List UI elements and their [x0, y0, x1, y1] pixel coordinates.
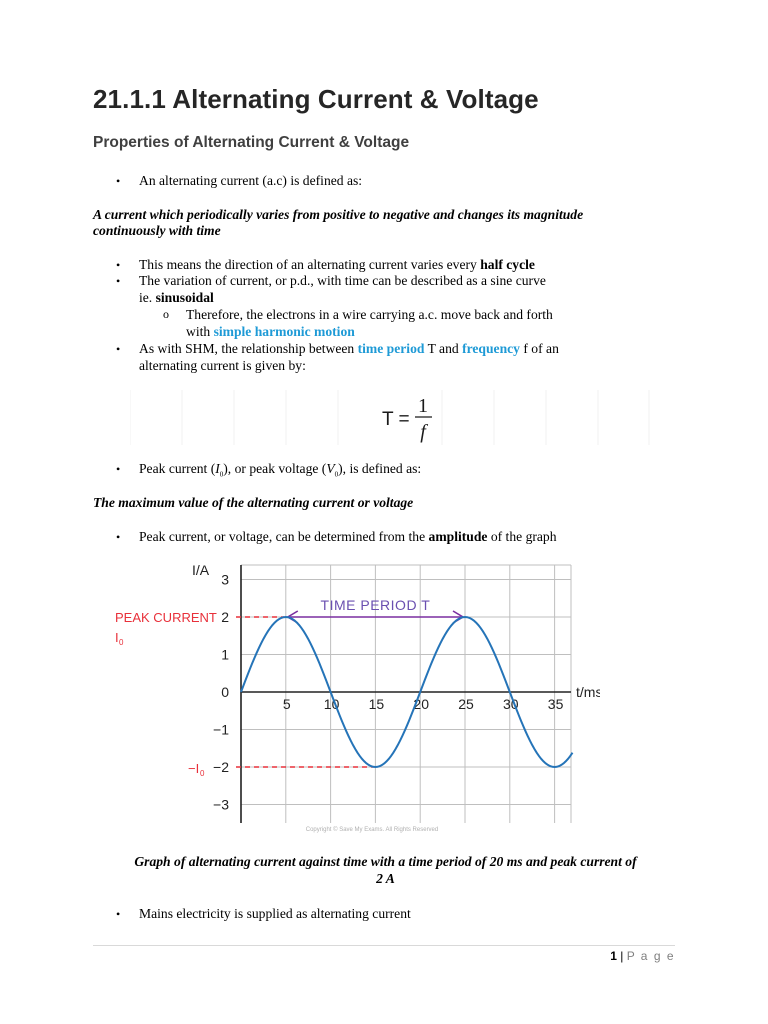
peak-current-label: PEAK CURRENT [115, 610, 217, 625]
text-span: f of an [519, 341, 559, 356]
sub-bullet-marker: o [163, 307, 169, 321]
bullet-marker: • [116, 530, 121, 544]
y-tick-label: 2 [221, 609, 229, 625]
subscript: 0 [334, 470, 339, 479]
x-axis-label: t/ms [576, 684, 600, 700]
text-span: Peak current, or voltage, can be determined from the [139, 529, 429, 544]
y-tick-label: 0 [221, 684, 229, 700]
y-tick-label: −3 [213, 796, 229, 813]
subscript: 0 [219, 470, 224, 479]
copyright-notice: Copyright © Save My Exams. All Rights Reserved [305, 827, 439, 833]
time-period-label: TIME PERIOD T [320, 597, 431, 613]
definition-text: continuously with time [93, 223, 221, 238]
bold-term: sinusoidal [155, 290, 214, 305]
bullet-text: An alternating current (a.c) is defined as: [139, 173, 363, 188]
definition-text: The maximum value of the alternating current or voltage [93, 495, 414, 510]
definition-text: A current which periodically varies from positive to negative and changes its magnitude [93, 207, 584, 222]
negative-peak-symbol: −I [188, 761, 200, 776]
negative-peak-subscript: 0 [200, 769, 205, 778]
text-span: This means the direction of an alternating current varies every [139, 257, 481, 272]
figure-caption: Graph of alternating current against time with a time period of 20 ms and peak current of [134, 854, 637, 869]
bullet-marker: • [116, 258, 121, 272]
figure-caption: 2 A [376, 871, 395, 886]
text-span: Peak current ( [139, 461, 216, 476]
text-span: ), is defined as: [338, 461, 422, 476]
bullet-marker: • [116, 907, 121, 921]
page-number: 1 [610, 949, 617, 963]
formula-lhs: T = [382, 409, 410, 430]
current-time-graph [100, 555, 600, 840]
bullet-marker: • [116, 274, 121, 288]
bullet-text: alternating current is given by: [139, 358, 306, 373]
footer-separator: | [616, 949, 627, 963]
bullet-text [139, 528, 557, 545]
footer-divider [93, 945, 675, 946]
peak-current-subscript: 0 [119, 638, 124, 647]
sub-bullet-text: Therefore, the electrons in a wire carrying a.c. move back and forth [186, 307, 553, 322]
bullet-text [139, 289, 214, 306]
y-tick-label: −1 [213, 721, 229, 738]
chart-svg [100, 555, 600, 840]
bullet-text: The variation of current, or p.d., with time can be described as a sine curve [139, 273, 546, 288]
formula-denominator: f [420, 421, 426, 443]
x-tick-label: 10 [323, 696, 340, 712]
x-tick-label: 5 [282, 696, 291, 712]
text-span: As with SHM, the relationship between [139, 341, 358, 356]
page-label: P a g e [626, 949, 675, 963]
y-tick-label: 1 [221, 646, 229, 663]
y-axis-label: I/A [192, 562, 210, 578]
bullet-marker: • [116, 342, 121, 356]
bullet-marker: • [116, 462, 121, 476]
bullet-text: Mains electricity is supplied as alternating current [139, 906, 411, 921]
text-span: ie. [139, 290, 156, 305]
x-tick-label: 25 [458, 696, 474, 712]
highlight-term: time period [357, 341, 425, 356]
text-span: of the graph [487, 529, 557, 544]
highlight-term: simple harmonic motion [213, 324, 355, 339]
bullet-text [139, 256, 535, 273]
highlight-term: frequency [462, 341, 520, 356]
y-tick-label: −2 [213, 759, 229, 775]
symbol: V [326, 461, 335, 476]
text-span: ), or peak voltage ( [223, 461, 327, 476]
y-tick-label: 3 [221, 571, 229, 588]
sub-bullet-text [186, 323, 355, 340]
bold-term: half cycle [480, 257, 535, 272]
x-tick-label: 15 [368, 696, 385, 712]
x-tick-label: 30 [503, 696, 519, 712]
page-footer [610, 949, 675, 963]
symbol: I [215, 461, 220, 476]
section-heading: Properties of Alternating Current & Voltage [93, 134, 410, 151]
bold-term: amplitude [428, 529, 488, 544]
x-tick-label: 35 [547, 696, 564, 712]
page-title: 21.1.1 Alternating Current & Voltage [93, 84, 539, 114]
bullet-text [139, 460, 421, 484]
x-tick-label: 20 [413, 696, 429, 712]
text-span: with [186, 324, 214, 339]
formula-numerator: 1 [418, 395, 428, 417]
text-span: T and [424, 341, 463, 356]
bullet-marker: • [116, 174, 121, 188]
bullet-text [139, 340, 559, 357]
period-frequency-formula [130, 390, 650, 445]
peak-current-symbol: I [115, 630, 119, 645]
